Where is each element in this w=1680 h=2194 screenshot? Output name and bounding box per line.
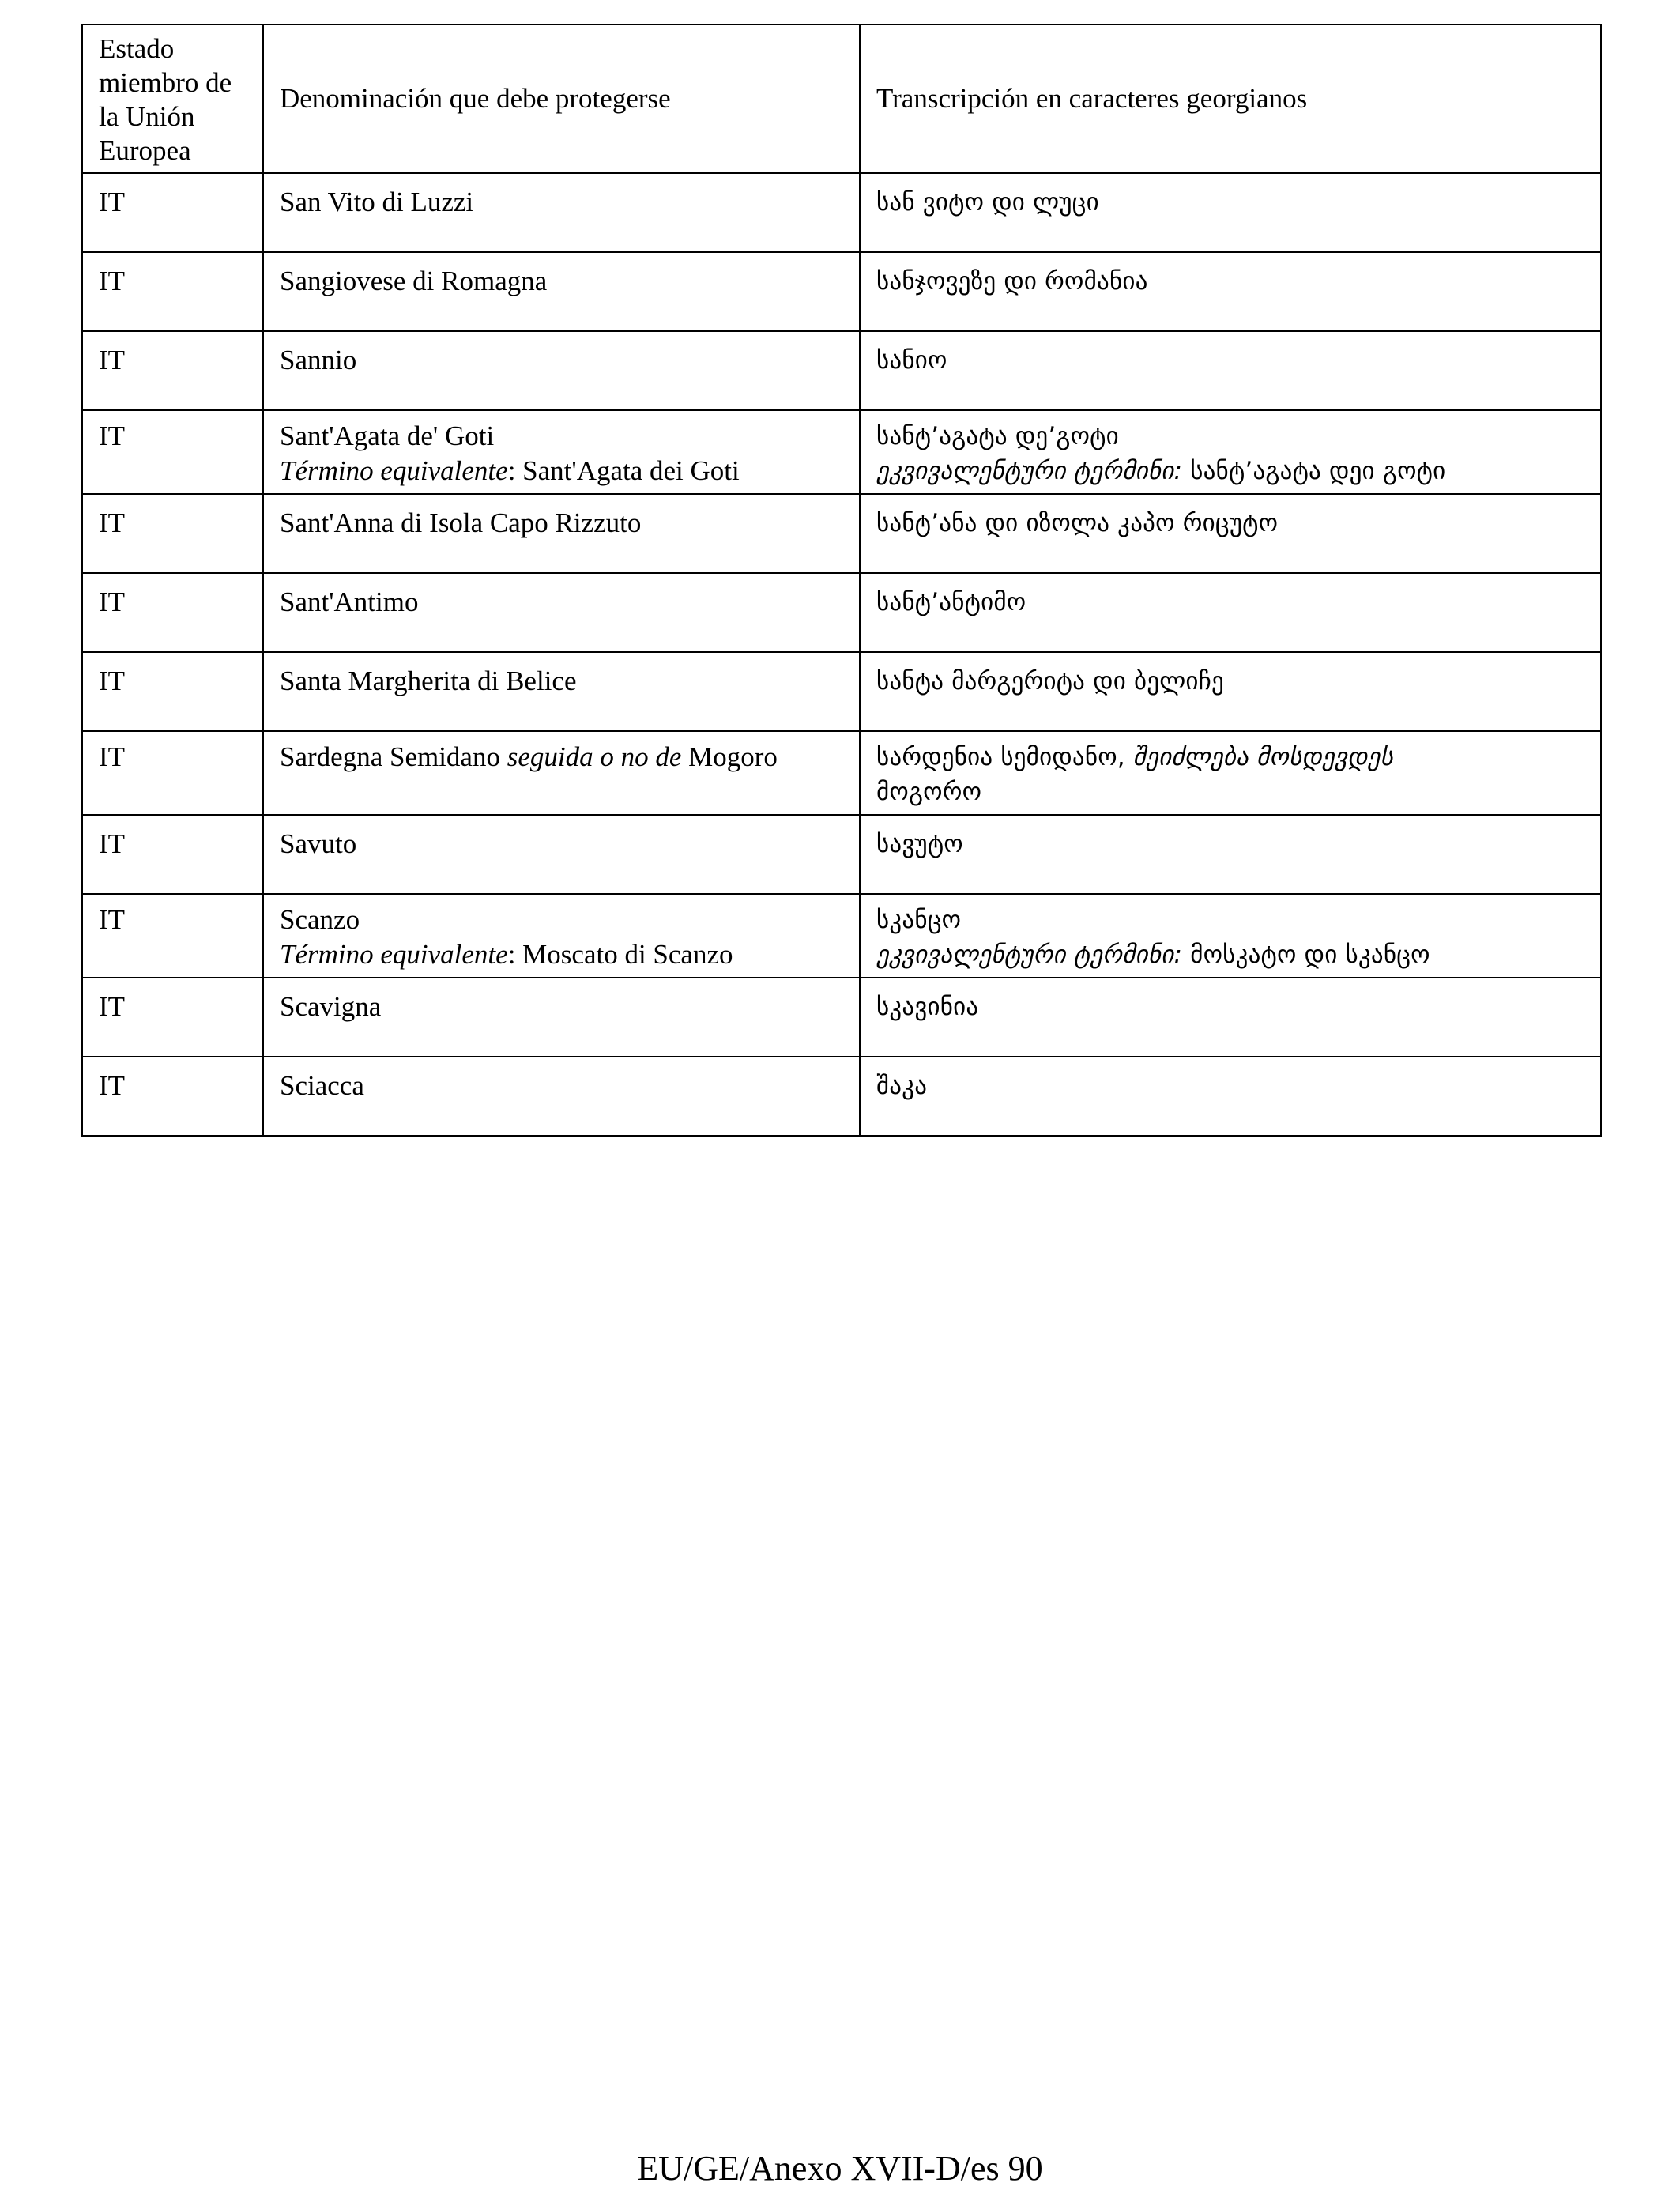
cell-state: IT <box>82 173 263 252</box>
cell-name: Sant'Antimo <box>263 573 860 652</box>
equivalent-term-value: Sant'Agata dei Goti <box>522 455 740 486</box>
cell-state: IT <box>82 815 263 894</box>
table-row <box>82 410 1601 494</box>
cell-name: Scavigna <box>263 978 860 1057</box>
table-row <box>82 494 1601 573</box>
cell-georgian <box>860 731 1601 815</box>
cell-georgian: სანტა მარგერიტა დი ბელიჩე <box>860 652 1601 731</box>
header-transcription: Transcripción en caracteres georgianos <box>860 25 1601 173</box>
cell-name: Sangiovese di Romagna <box>263 252 860 331</box>
header-denomination: Denominación que debe protegerse <box>263 25 860 173</box>
cell-georgian: სკავინია <box>860 978 1601 1057</box>
appellations-table <box>81 24 1602 1137</box>
georgian-text: სკანცო <box>876 906 962 934</box>
table-row <box>82 652 1601 731</box>
cell-name: Savuto <box>263 815 860 894</box>
cell-state: IT <box>82 978 263 1057</box>
cell-state: IT <box>82 573 263 652</box>
name-text: Sant'Agata de' Goti <box>280 420 495 451</box>
cell-state: IT <box>82 731 263 815</box>
page-footer: EU/GE/Anexo XVII-D/es 90 <box>637 2149 1043 2188</box>
table-row <box>82 173 1601 252</box>
cell-georgian: სანტ’ანტიმო <box>860 573 1601 652</box>
cell-state: IT <box>82 410 263 494</box>
georgian-equivalent-term <box>876 937 1584 972</box>
table-row <box>82 978 1601 1057</box>
table-row <box>82 894 1601 978</box>
cell-georgian: სანიო <box>860 331 1601 410</box>
name-post: Mogoro <box>681 741 778 772</box>
georgian-term-value: მოსკატო დი სკანცო <box>1182 941 1430 969</box>
table-row <box>82 731 1601 815</box>
table-row <box>82 252 1601 331</box>
equivalent-term-label: Término equivalente <box>280 939 508 970</box>
cell-name: San Vito di Luzzi <box>263 173 860 252</box>
name-text: Scanzo <box>280 904 360 935</box>
equivalent-term-value: Moscato di Scanzo <box>522 939 733 970</box>
equivalent-term <box>280 454 843 488</box>
header-state <box>82 25 263 173</box>
cell-state: IT <box>82 252 263 331</box>
name-italic: seguida o no de <box>507 741 682 772</box>
cell-georgian: შაკა <box>860 1057 1601 1136</box>
cell-name <box>263 410 860 494</box>
table-row <box>82 331 1601 410</box>
cell-georgian <box>860 894 1601 978</box>
table-row <box>82 815 1601 894</box>
header-state-line: Europea <box>99 135 191 166</box>
equivalent-term-sep: : <box>507 939 523 970</box>
georgian-term-label: ეკვივალენტური ტერმინი: <box>876 457 1183 485</box>
cell-name: Sant'Anna di Isola Capo Rizzuto <box>263 494 860 573</box>
cell-name <box>263 731 860 815</box>
header-state-line: Estado <box>99 33 175 64</box>
name-pre: Sardegna Semidano <box>280 741 507 772</box>
georgian-post: მოგორო <box>876 778 982 806</box>
header-state-line: la Unión <box>99 101 195 132</box>
cell-name: Sciacca <box>263 1057 860 1136</box>
table-row <box>82 1057 1601 1136</box>
cell-name: Sannio <box>263 331 860 410</box>
cell-georgian <box>860 410 1601 494</box>
equivalent-term-label: Término equivalente <box>280 455 508 486</box>
equivalent-term <box>280 937 843 972</box>
georgian-term-value: სანტ’აგატა დეი გოტი <box>1182 457 1446 485</box>
cell-state: IT <box>82 894 263 978</box>
header-state-line: miembro de <box>99 67 232 98</box>
cell-georgian: სან ვიტო დი ლუცი <box>860 173 1601 252</box>
cell-name: Santa Margherita di Belice <box>263 652 860 731</box>
table-row <box>82 573 1601 652</box>
cell-state: IT <box>82 331 263 410</box>
table-header-row <box>82 25 1601 173</box>
cell-state: IT <box>82 494 263 573</box>
georgian-text: სანტ’აგატა დე’გოტი <box>876 422 1119 450</box>
cell-state: IT <box>82 1057 263 1136</box>
cell-name <box>263 894 860 978</box>
georgian-line <box>876 740 1584 775</box>
georgian-term-label: ეკვივალენტური ტერმინი: <box>876 941 1183 969</box>
equivalent-term-sep: : <box>507 455 523 486</box>
cell-state: IT <box>82 652 263 731</box>
georgian-equivalent-term <box>876 454 1584 488</box>
cell-georgian: სანჯოვეზე დი რომანია <box>860 252 1601 331</box>
georgian-italic: შეიძლება მოსდევდეს <box>1132 743 1393 771</box>
georgian-pre: სარდენია სემიდანო, <box>876 743 1133 771</box>
cell-georgian: სავუტო <box>860 815 1601 894</box>
cell-georgian: სანტ’ანა დი იზოლა კაპო რიცუტო <box>860 494 1601 573</box>
